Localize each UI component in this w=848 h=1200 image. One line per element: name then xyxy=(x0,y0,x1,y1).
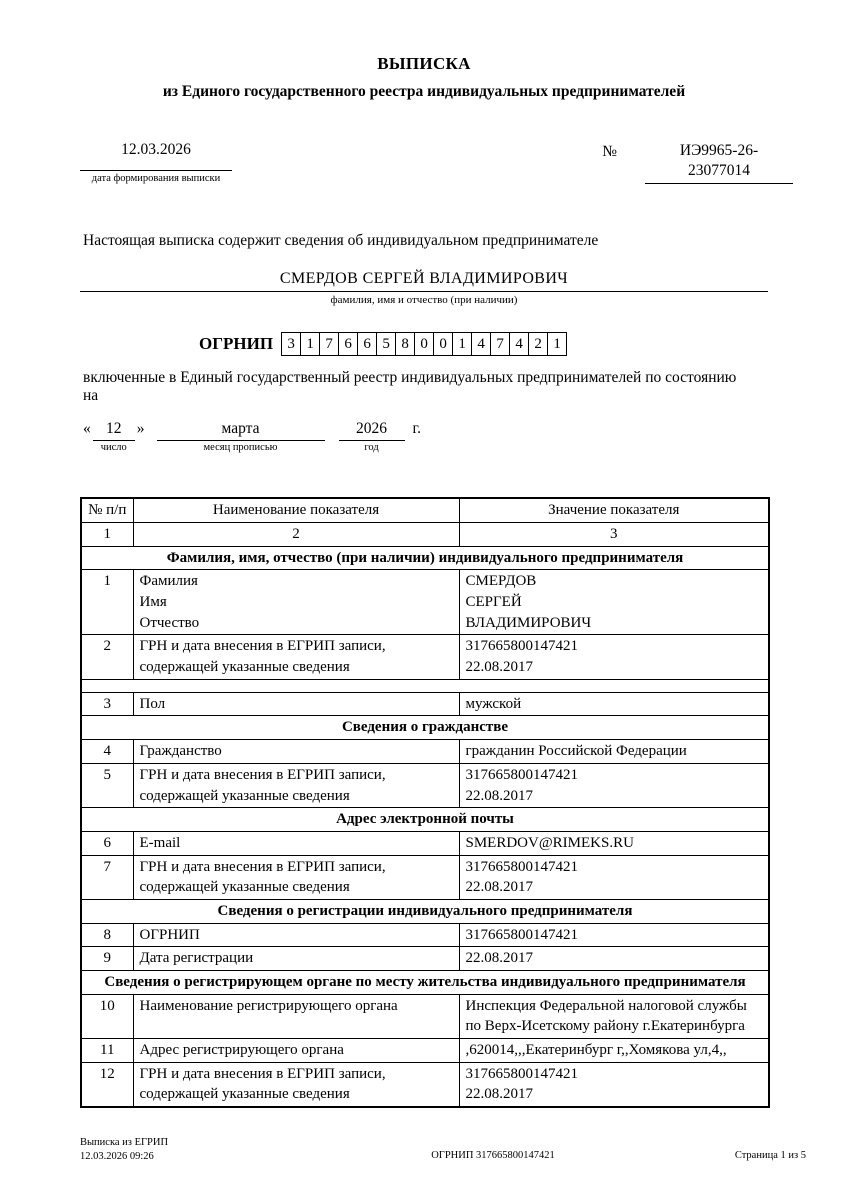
day-caption: число xyxy=(100,442,127,454)
table-row-2 xyxy=(81,635,769,679)
section-header-cell: Сведения о гражданстве xyxy=(81,716,769,740)
open-quote: « xyxy=(83,420,91,438)
section-header-cell: Адрес электронной почты xyxy=(81,808,769,832)
page-footer xyxy=(80,1136,806,1164)
table-row-8 xyxy=(81,923,769,947)
ogrnip-digit-box: 4 xyxy=(509,332,529,356)
footer-left xyxy=(80,1136,300,1164)
year-caption: год xyxy=(364,442,379,454)
footer-datetime: 12.03.2026 09:26 xyxy=(80,1151,154,1163)
ogrnip-digit-box: 1 xyxy=(452,332,472,356)
row-number-cell: 3 xyxy=(81,692,133,716)
table-spacer-row xyxy=(81,679,769,692)
row-number-cell: 10 xyxy=(81,994,133,1038)
entrepreneur-name-line xyxy=(80,270,768,292)
year-value: 2026 xyxy=(339,420,405,441)
ogrnip-digit-box: 8 xyxy=(395,332,415,356)
indicator-name-cell: Фамилия Имя Отчество xyxy=(133,570,459,635)
footer-ogrnip: ОГРНИП 317665800147421 xyxy=(431,1150,555,1161)
table-section-row xyxy=(81,899,769,923)
table-row-12 xyxy=(81,1062,769,1107)
document-title: ВЫПИСКА xyxy=(377,54,471,73)
ogrnip-digit-box: 2 xyxy=(528,332,548,356)
table-row-4 xyxy=(81,740,769,764)
entrepreneur-name: СМЕРДОВ СЕРГЕЙ ВЛАДИМИРОВИЧ xyxy=(279,270,569,288)
indicator-value-cell: 317665800147421 22.08.2017 xyxy=(459,1062,769,1107)
table-section-row xyxy=(81,546,769,570)
month-value: марта xyxy=(157,420,325,441)
indicator-name-cell: Адрес регистрирующего органа xyxy=(133,1039,459,1063)
ogrnip-digit-box: 3 xyxy=(281,332,301,356)
indicator-value-cell: мужской xyxy=(459,692,769,716)
document-number-value xyxy=(645,141,793,184)
table-row-7 xyxy=(81,855,769,899)
footer-page-number: Страница 1 из 5 xyxy=(734,1150,806,1161)
header-fields-row xyxy=(80,141,793,184)
column-number-cell: 1 xyxy=(81,522,133,546)
table-row-5 xyxy=(81,763,769,807)
month-field xyxy=(157,420,325,453)
column-header-cell: Значение показателя xyxy=(459,498,769,522)
indicator-value-cell: гражданин Российской Федерации xyxy=(459,740,769,764)
row-number-cell: 4 xyxy=(81,740,133,764)
indicator-name-cell: Наименование регистрирующего органа xyxy=(133,994,459,1038)
ogrnip-digit-box: 1 xyxy=(300,332,320,356)
row-number-cell: 6 xyxy=(81,831,133,855)
indicator-name-cell: ГРН и дата внесения в ЕГРИП записи, содержащей указанные сведения xyxy=(133,1062,459,1107)
formation-date-value: 12.03.2026 xyxy=(80,141,232,171)
column-number-cell: 3 xyxy=(459,522,769,546)
row-number-cell: 1 xyxy=(81,570,133,635)
ogrnip-digit-box: 1 xyxy=(547,332,567,356)
ogrnip-digit-box: 7 xyxy=(319,332,339,356)
table-row-11 xyxy=(81,1039,769,1063)
year-suffix: г. xyxy=(412,420,421,438)
entrepreneur-name-caption: фамилия, имя и отчество (при наличии) xyxy=(330,294,518,307)
spacer-cell xyxy=(81,679,769,692)
document-subtitle: из Единого государственного реестра индивидуальных предпринимателей xyxy=(162,83,686,100)
table-row-1 xyxy=(81,570,769,635)
ogrnip-label: ОГРНИП xyxy=(199,334,274,354)
document-number-field xyxy=(645,141,793,184)
row-number-cell: 5 xyxy=(81,763,133,807)
indicator-name-cell: Пол xyxy=(133,692,459,716)
intro-paragraph: Настоящая выписка содержит сведения об индивидуальном предпринимателе xyxy=(83,232,599,250)
table-row-6 xyxy=(81,831,769,855)
ogrnip-digit-box: 5 xyxy=(376,332,396,356)
number-sign: № xyxy=(602,143,617,160)
indicator-value-cell: 22.08.2017 xyxy=(459,947,769,971)
indicator-value-cell: ,620014,,,Екатеринбург г,,Хомякова ул,4,, xyxy=(459,1039,769,1063)
footer-doc-type: Выписка из ЕГРИП xyxy=(80,1137,169,1148)
indicator-table xyxy=(80,497,770,1108)
document-number-group xyxy=(602,141,793,184)
indicator-name-cell: ГРН и дата внесения в ЕГРИП записи, содержащей указанные сведения xyxy=(133,855,459,899)
day-value: 12 xyxy=(93,420,135,441)
close-quote: » xyxy=(136,420,145,438)
indicator-name-cell: ОГРНИП xyxy=(133,923,459,947)
indicator-value-cell: Инспекция Федеральной налоговой службы по Верх-Исетскому району г.Екатеринбурга xyxy=(459,994,769,1038)
indicator-value-cell: СМЕРДОВ СЕРГЕЙ ВЛАДИМИРОВИЧ xyxy=(459,570,769,635)
document-number-line2: 23077014 xyxy=(688,162,750,180)
ogrnip-digit-box: 6 xyxy=(338,332,358,356)
indicator-name-cell: E-mail xyxy=(133,831,459,855)
ogrnip-digit-box: 0 xyxy=(433,332,453,356)
ogrnip-digit-box: 7 xyxy=(490,332,510,356)
indicator-value-cell: SMERDOV@RIMEKS.RU xyxy=(459,831,769,855)
row-number-cell: 2 xyxy=(81,635,133,679)
indicator-value-cell: 317665800147421 xyxy=(459,923,769,947)
section-header-cell: Сведения о регистрирующем органе по месту жительства индивидуального предпринимателя xyxy=(81,971,769,995)
table-section-row xyxy=(81,971,769,995)
column-header-cell: № п/п xyxy=(81,498,133,522)
indicator-name-cell: ГРН и дата внесения в ЕГРИП записи, содержащей указанные сведения xyxy=(133,763,459,807)
indicator-table-body xyxy=(81,498,769,1107)
day-field xyxy=(93,420,135,453)
year-field xyxy=(339,420,405,453)
row-number-cell: 8 xyxy=(81,923,133,947)
table-row-3 xyxy=(81,692,769,716)
included-paragraph: включенные в Единый государственный реестр индивидуальных предпринимателей по состоянию на xyxy=(83,369,737,405)
section-header-cell: Фамилия, имя, отчество (при наличии) индивидуального предпринимателя xyxy=(81,546,769,570)
as-of-date-line xyxy=(83,420,848,453)
row-number-cell: 11 xyxy=(81,1039,133,1063)
ogrnip-digit-box: 0 xyxy=(414,332,434,356)
row-number-cell: 12 xyxy=(81,1062,133,1107)
table-row-9 xyxy=(81,947,769,971)
table-header-row xyxy=(81,498,769,522)
ogrnip-boxes xyxy=(281,332,567,356)
ogrnip-digit-box: 4 xyxy=(471,332,491,356)
indicator-name-cell: Дата регистрации xyxy=(133,947,459,971)
section-header-cell: Сведения о регистрации индивидуального предпринимателя xyxy=(81,899,769,923)
formation-date-caption: дата формирования выписки xyxy=(91,173,221,184)
column-number-cell: 2 xyxy=(133,522,459,546)
document-number-line1: ИЭ9965-26- xyxy=(679,142,759,159)
row-number-cell: 7 xyxy=(81,855,133,899)
formation-date-field xyxy=(80,141,232,184)
indicator-value-cell: 317665800147421 22.08.2017 xyxy=(459,635,769,679)
indicator-name-cell: Гражданство xyxy=(133,740,459,764)
table-section-row xyxy=(81,716,769,740)
indicator-value-cell: 317665800147421 22.08.2017 xyxy=(459,855,769,899)
column-header-cell: Наименование показателя xyxy=(133,498,459,522)
indicator-value-cell: 317665800147421 22.08.2017 xyxy=(459,763,769,807)
table-column-number-row xyxy=(81,522,769,546)
table-row-10 xyxy=(81,994,769,1038)
indicator-name-cell: ГРН и дата внесения в ЕГРИП записи, содержащей указанные сведения xyxy=(133,635,459,679)
row-number-cell: 9 xyxy=(81,947,133,971)
ogrnip-row xyxy=(199,332,848,356)
table-section-row xyxy=(81,808,769,832)
ogrnip-digit-box: 6 xyxy=(357,332,377,356)
month-caption: месяц прописью xyxy=(203,442,278,454)
